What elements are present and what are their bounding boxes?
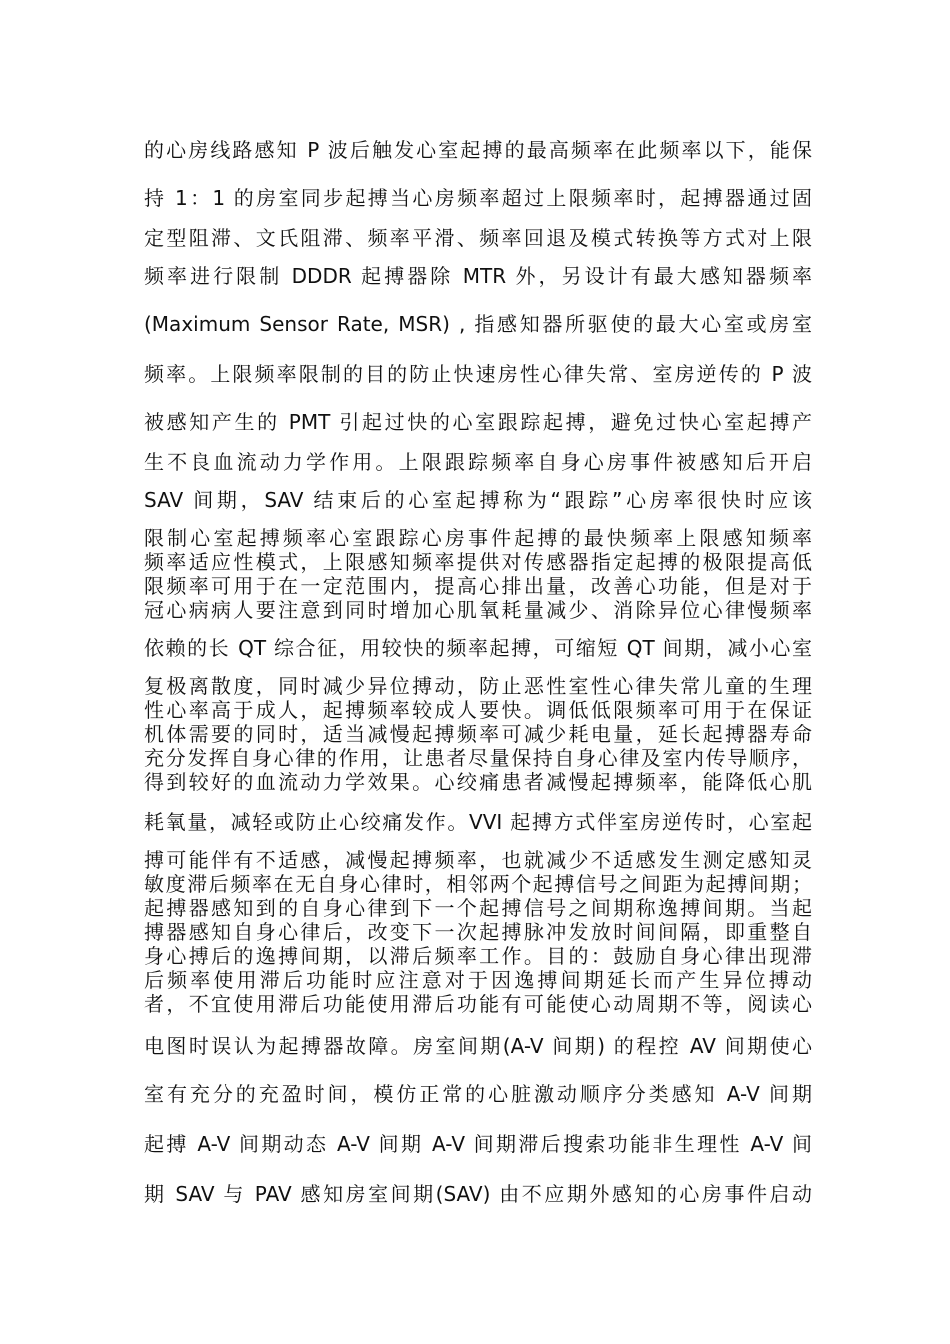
text-line: 性心率高于成人，起搏频率较成人要快。调低低限频率可用于在保证 (144, 698, 812, 722)
text-line: 限制心室起搏频率心室跟踪心房事件起搏的最快频率上限感知频率 (144, 526, 812, 550)
text-line: 充分发挥自身心律的作用，让患者尽量保持自身心律及室内传导顺序， (144, 746, 812, 770)
text-line: 得到较好的血流动力学效果。心绞痛患者减慢起搏频率，能降低心肌 (144, 770, 812, 794)
text-line: (Maximum Sensor Rate, MSR) , 指感知器所驱使的最大心室或房室 (144, 312, 812, 336)
text-line: SAV 间期，SAV 结束后的心室起搏称为“跟踪”心房率很快时应该 (144, 488, 812, 512)
text-line: 敏度滞后频率在无自身心律时，相邻两个起搏信号之间距为起搏间期； (144, 872, 812, 896)
text-line: 电图时误认为起搏器故障。房室间期(A-V 间期) 的程控 AV 间期使心 (144, 1034, 812, 1058)
text-line: 被感知产生的 PMT 引起过快的心室跟踪起搏，避免过快心室起搏产 (144, 410, 812, 434)
text-line: 定型阻滞、文氏阻滞、频率平滑、频率回退及模式转换等方式对上限 (144, 226, 812, 250)
text-line: 后频率使用滞后功能时应注意对于因逸搏间期延长而产生异位搏动 (144, 968, 812, 992)
text-line: 机体需要的同时，适当减慢起搏频率可减少耗电量，延长起搏器寿命 (144, 722, 812, 746)
text-line: 频率进行限制 DDDR 起搏器除 MTR 外，另设计有最大感知器频率 (144, 264, 812, 288)
text-line: 限频率可用于在一定范围内，提高心排出量，改善心功能，但是对于 (144, 574, 812, 598)
text-line: 室有充分的充盈时间，模仿正常的心脏激动顺序分类感知 A-V 间期 (144, 1082, 812, 1106)
text-line: 起搏器感知到的自身心律到下一个起搏信号之间期称逸搏间期。当起 (144, 896, 812, 920)
text-line: 的心房线路感知 P 波后触发心室起搏的最高频率在此频率以下，能保 (144, 138, 812, 162)
text-line: 身心搏后的逸搏间期，以滞后频率工作。目的：鼓励自身心律出现滞 (144, 944, 812, 968)
text-line: 者，不宜使用滞后功能使用滞后功能有可能使心动周期不等，阅读心 (144, 992, 812, 1016)
text-line: 期 SAV 与 PAV 感知房室间期(SAV) 由不应期外感知的心房事件启动 (144, 1182, 812, 1206)
text-line: 频率。上限频率限制的目的防止快速房性心律失常、室房逆传的 P 波 (144, 362, 812, 386)
text-line: 依赖的长 QT 综合征，用较快的频率起搏，可缩短 QT 间期，减小心室 (144, 636, 812, 660)
text-line: 生不良血流动力学作用。上限跟踪频率自身心房事件被感知后开启 (144, 450, 812, 474)
text-line: 起搏 A-V 间期动态 A-V 间期 A-V 间期滞后搜索功能非生理性 A-V 间 (144, 1132, 812, 1156)
text-line: 搏可能伴有不适感，减慢起搏频率，也就减少不适感发生测定感知灵 (144, 848, 812, 872)
text-line: 频率适应性模式，上限感知频率提供对传感器指定起搏的极限提高低 (144, 550, 812, 574)
text-line: 搏器感知自身心律后，改变下一次起搏脉冲发放时间间隔，即重整自 (144, 920, 812, 944)
text-line: 耗氧量，减轻或防止心绞痛发作。VVI 起搏方式伴室房逆传时，心室起 (144, 810, 812, 834)
text-line: 持 1：1 的房室同步起搏当心房频率超过上限频率时，起搏器通过固 (144, 186, 812, 210)
text-line: 复极离散度，同时减少异位搏动，防止恶性室性心律失常儿童的生理 (144, 674, 812, 698)
text-line: 冠心病病人要注意到同时增加心肌氧耗量减少、消除异位心律慢频率 (144, 598, 812, 622)
